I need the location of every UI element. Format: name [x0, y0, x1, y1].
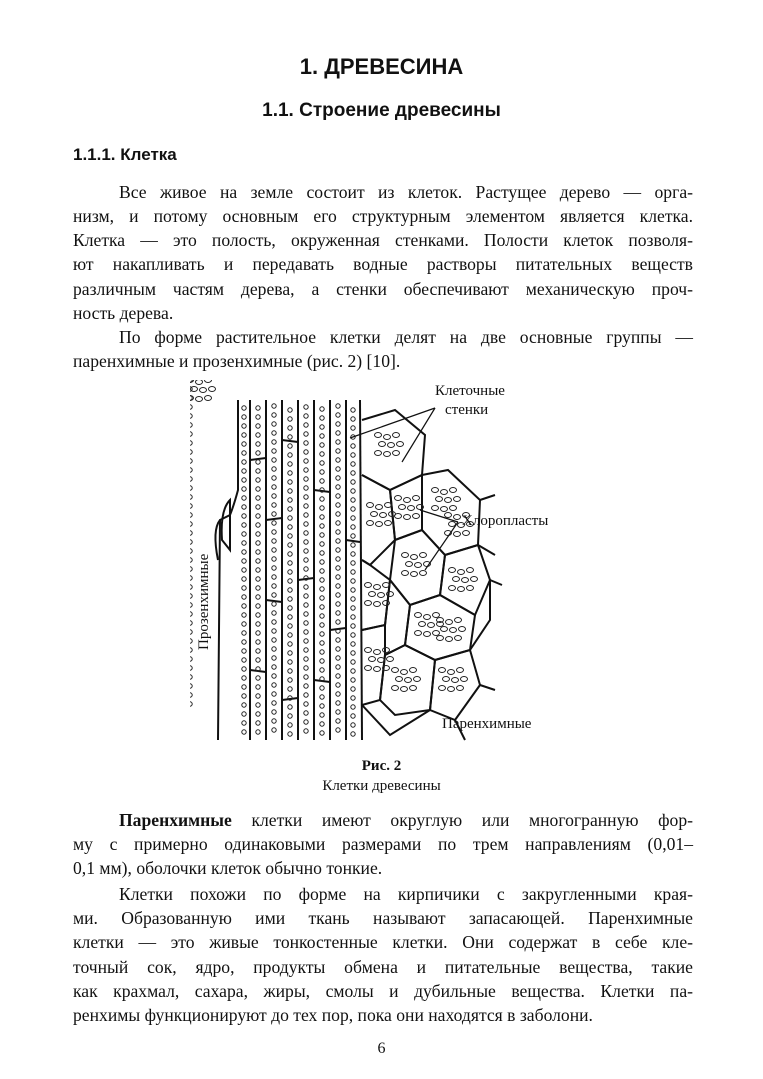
label-chloroplasts: Хлоропласты [462, 513, 549, 529]
label-cell-walls-1: Клеточные [435, 383, 505, 399]
paragraph-1-line: Клетка — это полость, окруженная стенками. Полости клеток позволя- [73, 230, 693, 250]
paragraph-1-line: ют накапливать и передавать водные растворы питательных веществ [73, 254, 693, 274]
paragraph-4-line: Клетки похожи по форме на кирпичики с закругленными края- [119, 884, 693, 904]
figure-number: Рис. 2 [361, 758, 402, 774]
label-pointers [350, 408, 458, 570]
parenchyma-chloroplasts [190, 380, 478, 692]
term-parenchyma: Паренхимные [119, 810, 232, 830]
paragraph-4-line: ми. Образованную ими ткань называют запасающей. Паренхимные [73, 908, 693, 928]
paragraph-3-line1-text: клетки имеют округлую или многогранную фор- [231, 810, 693, 830]
paragraph-1-line: Все живое на земле состоит из клеток. Растущее дерево — орга- [119, 182, 693, 202]
paragraph-1-line: низм, и потому основным его структурным элементом является клетка. [73, 206, 693, 226]
paragraph-4-line: как крахмал, сахара, жиры, смолы и дубильные вещества. Клетки па- [73, 981, 693, 1001]
paragraph-4-line: точный сок, ядро, продукты обмена и питательные вещества, такие [73, 957, 693, 977]
figure-caption: Клетки древесины [322, 778, 441, 794]
label-prosenchyma: Прозенхимные [196, 553, 212, 650]
paragraph-2-line: паренхимные и прозенхимные (рис. 2) [10]. [73, 351, 401, 371]
paragraph-3-line [73, 808, 693, 832]
paragraph-4-line: клетки — это живые тонкостенные клетки. Они содержат в себе кле- [73, 932, 693, 952]
label-parenchyma: Паренхимные [442, 716, 532, 732]
parenchyma-cells [362, 410, 502, 740]
paragraph-2-line: По форме растительное клетки делят на две основные группы — [119, 327, 693, 347]
subsection-title: 1.1.1. Клетка [73, 145, 177, 164]
page-number: 6 [377, 1040, 386, 1057]
paragraph-3-line: 0,1 мм), оболочки клеток обычно тонкие. [73, 858, 383, 878]
section-title: 1.1. Строение древесины [262, 100, 501, 121]
paragraph-1-line: различным частям дерева, а стенки обеспечивают механическую проч- [73, 279, 693, 299]
chapter-title: 1. ДРЕВЕСИНА [299, 54, 464, 79]
paragraph-3-line: му с примерно одинаковыми размерами по трем направлениям (0,01– [73, 834, 693, 854]
paragraph-4-line: ренхимы функционируют до тех пор, пока они находятся в заболони. [73, 1005, 593, 1025]
paragraph-1-line: ность дерева. [73, 303, 174, 323]
wood-cells-figure [190, 380, 570, 750]
label-cell-walls-2: стенки [445, 402, 489, 418]
